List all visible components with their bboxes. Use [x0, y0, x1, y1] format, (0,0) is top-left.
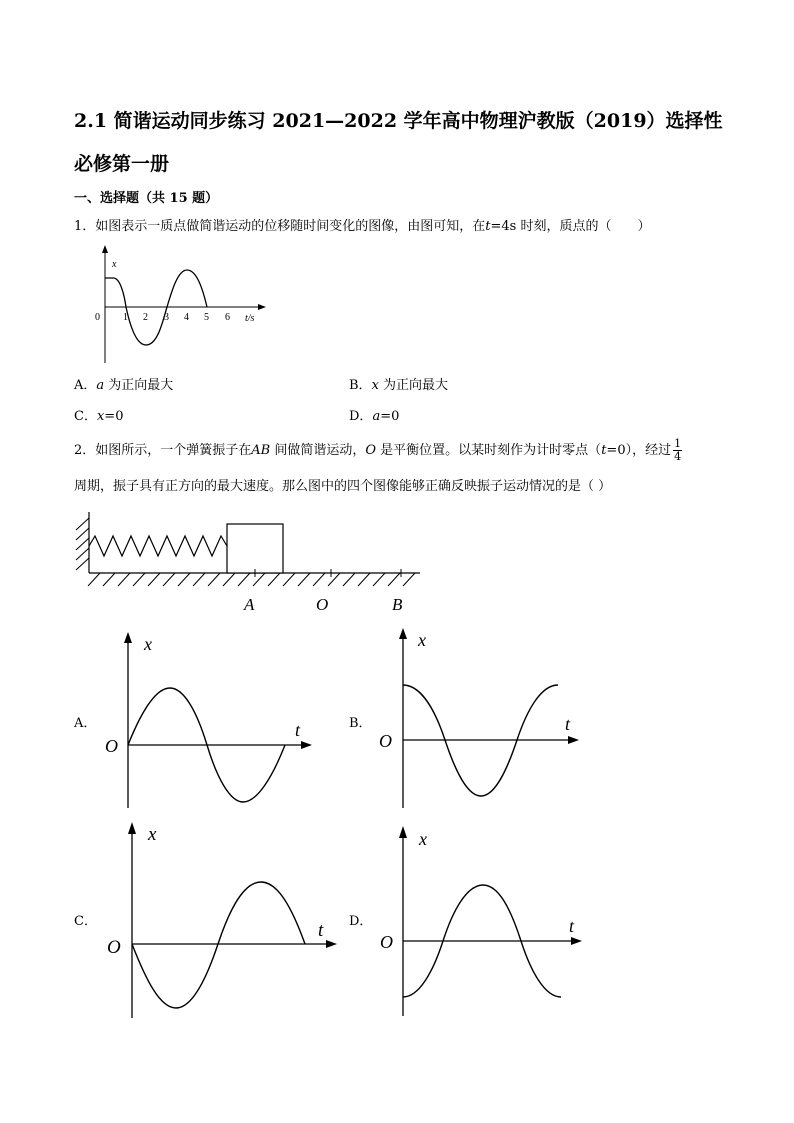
q1-tick: 1 [123, 312, 128, 323]
q1-y-label: x [112, 259, 117, 270]
spring-oscillator-figure [70, 508, 430, 618]
q1-graph [90, 245, 270, 370]
q1-option-b[interactable]: B．x 为正向最大 [349, 378, 449, 393]
q2-graph-d[interactable] [375, 824, 590, 1020]
graph-a-origin: O [105, 736, 118, 756]
q2-option-b-key[interactable]: B． [349, 716, 372, 731]
page-title: 2.1 简谐运动同步练习 2021—2022 学年高中物理沪教版（2019）选择性必修第一册 [74, 110, 723, 175]
question-2-stem-line2: 周期，振子具有正方向的最大速度。那么图中的四个图像能够正确反映振子运动情况的是（ ） [74, 479, 612, 494]
graph-c-x-label: x [148, 824, 157, 845]
q2-graph-b[interactable] [375, 626, 585, 812]
q1-option-c[interactable]: C．x=0 [74, 409, 124, 424]
graph-d-x-label: x [419, 829, 427, 849]
graph-b-x-label: x [418, 630, 426, 650]
point-b-label: B [392, 595, 403, 614]
graph-b-t-label: t [565, 714, 571, 734]
point-a-label: A [244, 595, 255, 614]
graph-c-t-label: t [318, 920, 324, 941]
q1-origin: 0 [95, 312, 100, 323]
section-heading: 一、选择题（共 15 题） [74, 191, 219, 206]
graph-d-origin: O [380, 932, 393, 952]
q2-option-a-key[interactable]: A． [74, 716, 97, 731]
q1-tick: 5 [204, 312, 209, 323]
q1-x-label: t/s [245, 313, 255, 324]
question-2-stem: 2．如图所示，一个弹簧振子在AB 间做简谐运动，O 是平衡位置。以某时刻作为计时零点（t=0），经过 $\frac{1}{4}$ [74, 437, 682, 463]
graph-a-t-label: t [295, 720, 301, 740]
q2-graph-c[interactable] [104, 820, 344, 1022]
q1-tick: 6 [225, 312, 230, 323]
q2-option-c-key[interactable]: C． [74, 914, 97, 929]
graph-a-x-label: x [144, 634, 152, 654]
question-1-stem: 1．如图表示一质点做简谐运动的位移随时间变化的图像，由图可知，在t=4s 时刻，质点的（ ） [74, 219, 651, 234]
graph-c-origin: O [107, 937, 121, 958]
q1-tick: 2 [143, 312, 148, 323]
q1-tick: 4 [184, 312, 189, 323]
graph-b-origin: O [379, 731, 392, 751]
q2-graph-a[interactable] [100, 630, 320, 812]
q2-option-d-key[interactable]: D． [349, 914, 373, 929]
graph-d-t-label: t [569, 916, 575, 936]
q1-option-d[interactable]: D．a=0 [349, 409, 400, 424]
q1-tick: 3 [164, 312, 169, 323]
fraction-one-quarter: $\frac{1}{4}$ [674, 437, 682, 463]
point-o-label: O [316, 595, 329, 614]
q1-option-a[interactable]: A．a 为正向最大 [74, 378, 174, 393]
